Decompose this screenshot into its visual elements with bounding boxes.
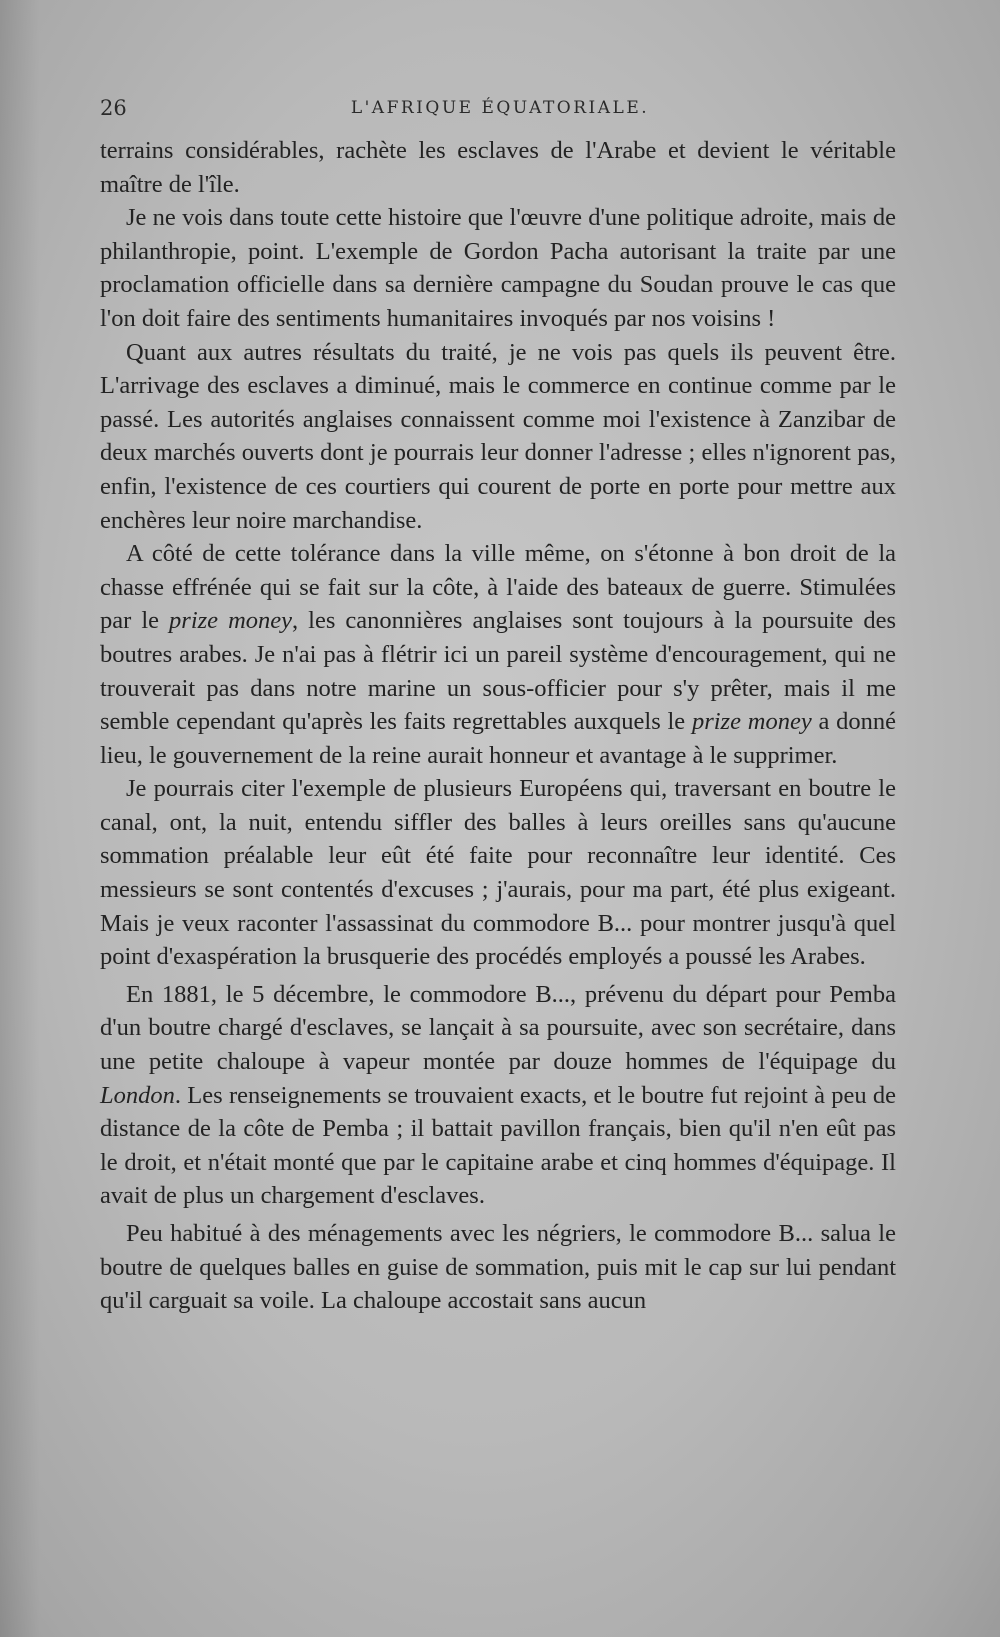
paragraph: Quant aux autres résultats du traité, je ne vois pas quels ils peuvent être. L'arrivage des esclaves a diminué, mais le commerce en continue comme par le passé. Les autorités anglaises connaissent comme moi l'existence à Zanzibar de deux marchés ouverts dont je pourrais leur donner l'adresse ; elles n'ignorent pas, enfin, l'existence de ces courtiers qui courent de porte en porte pour mettre aux enchères leur noire marchandise.: [100, 338, 896, 534]
paragraph: terrains considérables, rachète les esclaves de l'Arabe et devient le véritable maître de l'île.: [100, 137, 896, 198]
italic-ship-name: London: [100, 1081, 175, 1109]
paragraph: En 1881, le 5 décembre, le commodore B..., prévenu du départ pour Pemba d'un boutre chargé d'esclaves, se lançait à sa poursuite, avec son secrétaire, dans une petite chaloupe à vapeur montée par douze hommes de l'équipage du London. Les renseignements se trouvaient exacts, et le boutre fut rejoint à peu de distance de la côte de Pemba ; il battait pavillon français, bien qu'il n'en eût pas le droit, et n'était monté que par le capitaine arabe et cinq hommes d'équipage. Il avait de plus un chargement d'esclaves.: [100, 980, 896, 1210]
running-title: L'AFRIQUE ÉQUATORIALE.: [350, 98, 650, 118]
page-gutter-shadow: [0, 0, 40, 1637]
page-number: 26: [100, 96, 127, 120]
page-header: [100, 96, 900, 126]
paragraph: Je pourrais citer l'exemple de plusieurs Européens qui, traversant en boutre le canal, ont, la nuit, entendu siffler des balles à leurs oreilles sans qu'aucune sommation préalable leur eût été faite pour reconnaître leur identité. Ces messieurs se sont contentés d'excuses ; j'aurais, pour ma part, été plus exigeant. Mais je veux raconter l'assassinat du commodore B... pour montrer jusqu'à quel point d'exaspération la brusquerie des procédés employés a poussé les Arabes.: [100, 775, 896, 971]
body-text: [100, 134, 896, 1318]
italic-term: prize money: [169, 607, 293, 635]
paragraph: A côté de cette tolérance dans la ville même, on s'étonne à bon droit de la chasse effrénée qui se fait sur la côte, à l'aide des bateaux de guerre. Stimulées par le prize money, les canonnières anglaises sont toujours à la poursuite des boutres arabes. Je n'ai pas à flétrir ici un pareil système d'encouragement, qui ne trouverait pas dans notre marine un sous-officier pour s'y prêter, mais il me semble cependant qu'après les faits regrettables auxquels le prize money a donné lieu, le gouvernement de la reine aurait honneur et avantage à le supprimer.: [100, 540, 896, 769]
paragraph: Je ne vois dans toute cette histoire que l'œuvre d'une politique adroite, mais de philanthropie, point. L'exemple de Gordon Pacha autorisant la traite par une proclamation officielle dans sa dernière campagne du Soudan prouve le cas que l'on doit faire des sentiments humanitaires invoqués par nos voisins !: [100, 204, 896, 332]
italic-term: prize money: [691, 708, 812, 736]
paragraph: Peu habitué à des ménagements avec les négriers, le commodore B... salua le boutre de quelques balles en guise de sommation, puis mit le cap sur lui pendant qu'il carguait sa voile. La chaloupe accostait sans aucun: [100, 1220, 896, 1315]
